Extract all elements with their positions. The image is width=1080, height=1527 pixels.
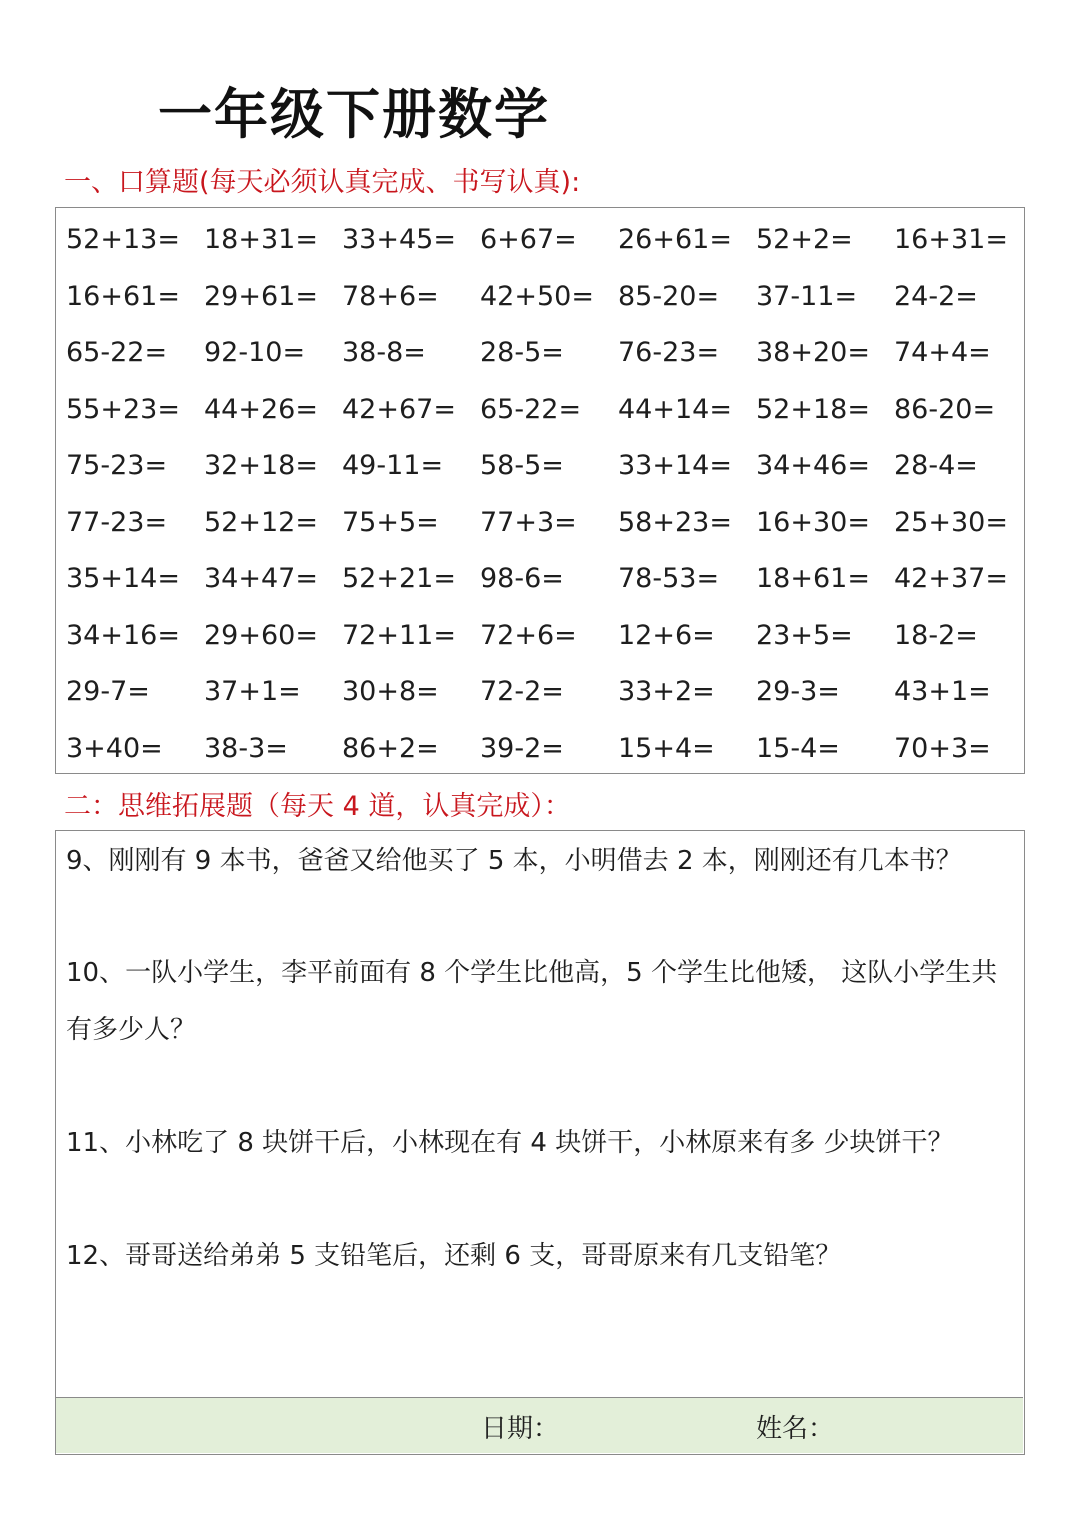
section-heading-arithmetic: 一、口算题(每天必须认真完成、书写认真): — [64, 167, 581, 198]
arithmetic-problem: 38+20= — [756, 337, 870, 368]
arithmetic-grid — [66, 212, 1032, 777]
arithmetic-problem: 85-20= — [618, 280, 720, 312]
word-problem-9: 9、刚刚有 9 本书，爸爸又给他买了 5 本，小明借去 2 本，刚刚还有几本书？ — [66, 846, 962, 876]
arithmetic-problem: 86+2= — [342, 732, 439, 764]
arithmetic-problem: 52+12= — [204, 506, 318, 538]
arithmetic-problem: 65-22= — [480, 393, 582, 425]
arithmetic-problem: 32+18= — [204, 450, 318, 481]
arithmetic-problem: 16+61= — [66, 280, 180, 312]
word-problem-box — [55, 830, 1025, 1455]
arithmetic-problem: 42+67= — [342, 393, 456, 425]
word-problem-10: 10、一队小学生，李平前面有 8 个学生比他高，5 个学生比他矮， 这队小学生共有多少人？ — [66, 958, 998, 1045]
date-label: 日期： — [481, 1414, 560, 1444]
arithmetic-problem: 49-11= — [342, 450, 444, 481]
arithmetic-problem: 78-53= — [618, 563, 720, 594]
arithmetic-problem: 70+3= — [894, 732, 991, 764]
arithmetic-problem-box — [55, 207, 1025, 774]
arithmetic-problem: 44+26= — [204, 393, 318, 425]
arithmetic-problem: 34+47= — [204, 563, 318, 594]
arithmetic-problem: 25+30= — [894, 506, 1008, 538]
arithmetic-problem: 34+16= — [66, 619, 180, 651]
arithmetic-problem: 86-20= — [894, 393, 996, 425]
arithmetic-problem: 15+4= — [618, 732, 715, 764]
arithmetic-problem: 44+14= — [618, 393, 732, 425]
arithmetic-problem: 37+1= — [204, 676, 301, 707]
word-problem-11: 11、小林吃了 8 块饼干后，小林现在有 4 块饼干，小林原来有多 少块饼干？ — [66, 1128, 954, 1158]
arithmetic-problem: 75+5= — [342, 506, 439, 538]
arithmetic-problem: 18+61= — [756, 563, 870, 594]
footer-bar — [56, 1397, 1023, 1453]
arithmetic-problem: 55+23= — [66, 393, 180, 425]
arithmetic-problem: 52+18= — [756, 393, 870, 425]
arithmetic-problem: 35+14= — [66, 563, 180, 594]
arithmetic-problem: 16+30= — [756, 506, 870, 538]
arithmetic-problem: 34+46= — [756, 450, 870, 481]
arithmetic-problem: 28-4= — [894, 450, 978, 481]
arithmetic-problem: 30+8= — [342, 676, 439, 707]
page-title: 一年级下册数学 — [158, 83, 550, 146]
arithmetic-problem: 6+67= — [480, 224, 577, 255]
arithmetic-problem: 18-2= — [894, 619, 978, 651]
arithmetic-problem: 74+4= — [894, 337, 991, 368]
arithmetic-problem: 72+11= — [342, 619, 456, 651]
section-heading-word-problems: 二：思维拓展题（每天 4 道，认真完成）： — [64, 791, 571, 822]
arithmetic-problem: 38-8= — [342, 337, 426, 368]
arithmetic-problem: 77+3= — [480, 506, 577, 538]
arithmetic-problem: 16+31= — [894, 224, 1008, 255]
arithmetic-problem: 92-10= — [204, 337, 306, 368]
arithmetic-problem: 75-23= — [66, 450, 168, 481]
arithmetic-problem: 23+5= — [756, 619, 853, 651]
name-label: 姓名： — [756, 1414, 835, 1444]
arithmetic-problem: 39-2= — [480, 732, 564, 764]
arithmetic-problem: 76-23= — [618, 337, 720, 368]
arithmetic-problem: 12+6= — [618, 619, 715, 651]
arithmetic-problem: 38-3= — [204, 732, 288, 764]
arithmetic-problem: 78+6= — [342, 280, 439, 312]
arithmetic-problem: 43+1= — [894, 676, 991, 707]
arithmetic-problem: 29-3= — [756, 676, 840, 707]
arithmetic-problem: 58+23= — [618, 506, 732, 538]
arithmetic-problem: 26+61= — [618, 224, 732, 255]
arithmetic-problem: 42+37= — [894, 563, 1008, 594]
arithmetic-problem: 65-22= — [66, 337, 168, 368]
arithmetic-problem: 52+2= — [756, 224, 853, 255]
arithmetic-problem: 77-23= — [66, 506, 168, 538]
arithmetic-problem: 3+40= — [66, 732, 163, 764]
arithmetic-problem: 29+60= — [204, 619, 318, 651]
arithmetic-problem: 24-2= — [894, 280, 978, 312]
arithmetic-problem: 37-11= — [756, 280, 858, 312]
arithmetic-problem: 72-2= — [480, 676, 564, 707]
arithmetic-problem: 52+13= — [66, 224, 180, 255]
arithmetic-problem: 52+21= — [342, 563, 456, 594]
arithmetic-problem: 58-5= — [480, 450, 564, 481]
arithmetic-problem: 28-5= — [480, 337, 564, 368]
arithmetic-problem: 15-4= — [756, 732, 840, 764]
arithmetic-problem: 18+31= — [204, 224, 318, 255]
arithmetic-problem: 72+6= — [480, 619, 577, 651]
arithmetic-problem: 29+61= — [204, 280, 318, 312]
arithmetic-problem: 98-6= — [480, 563, 564, 594]
arithmetic-problem: 42+50= — [480, 280, 594, 312]
word-problem-12: 12、哥哥送给弟弟 5 支铅笔后，还剩 6 支，哥哥原来有几支铅笔？ — [66, 1241, 842, 1271]
arithmetic-problem: 33+2= — [618, 676, 715, 707]
arithmetic-problem: 33+45= — [342, 224, 456, 255]
arithmetic-problem: 33+14= — [618, 450, 732, 481]
arithmetic-problem: 29-7= — [66, 676, 150, 707]
